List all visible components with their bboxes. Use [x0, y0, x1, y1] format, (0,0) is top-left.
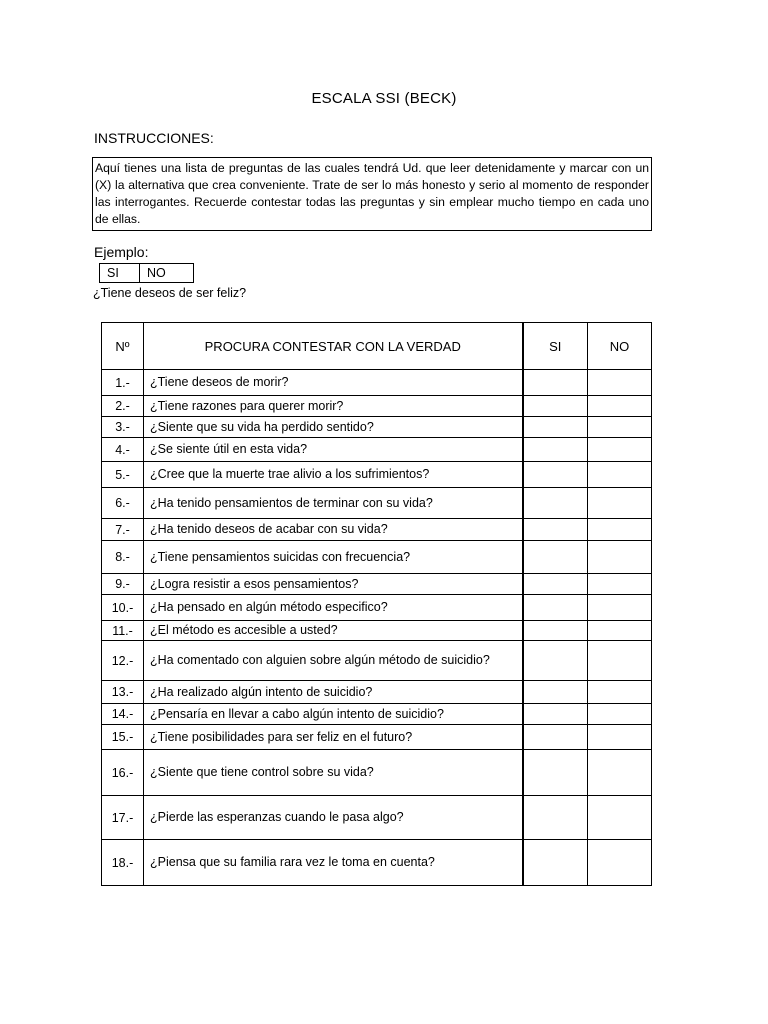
- row-number: 3.-: [102, 417, 144, 438]
- answer-no-cell[interactable]: [588, 488, 652, 519]
- table-row: [102, 541, 652, 574]
- table-row: [102, 488, 652, 519]
- header-si: SI: [523, 323, 588, 370]
- instructions-text: Aquí tienes una lista de preguntas de las cuales tendrá Ud. que leer detenidamente y marcar con un (X) la alternativa que crea conveniente. Trate de ser lo más honesto y serio al momento de responder las interrogantes. Recuerde contestar todas las preguntas y sin emplear mucho tiempo en cada uno de ellas.: [95, 161, 649, 226]
- row-question: ¿Piensa que su familia rara vez le toma en cuenta?: [144, 840, 523, 886]
- answer-si-cell[interactable]: [523, 370, 588, 396]
- row-number: 7.-: [102, 519, 144, 541]
- row-question: ¿Logra resistir a esos pensamientos?: [144, 574, 523, 595]
- answer-no-cell[interactable]: [588, 595, 652, 621]
- answer-si-cell[interactable]: [523, 725, 588, 750]
- table-row: [102, 519, 652, 541]
- table-row: [102, 370, 652, 396]
- row-number: 14.-: [102, 704, 144, 725]
- answer-si-cell[interactable]: [523, 541, 588, 574]
- questionnaire-table: [101, 322, 652, 886]
- answer-no-cell[interactable]: [588, 519, 652, 541]
- row-question: ¿Tiene posibilidades para ser feliz en el futuro?: [144, 725, 523, 750]
- answer-si-cell[interactable]: [523, 681, 588, 704]
- answer-no-cell[interactable]: [588, 574, 652, 595]
- row-number: 5.-: [102, 462, 144, 488]
- row-question: ¿Tiene deseos de morir?: [144, 370, 523, 396]
- row-number: 16.-: [102, 750, 144, 796]
- table-row: [102, 750, 652, 796]
- answer-si-cell[interactable]: [523, 396, 588, 417]
- header-number: Nº: [102, 323, 144, 370]
- table-header-row: [102, 323, 652, 370]
- row-number: 17.-: [102, 796, 144, 840]
- answer-si-cell[interactable]: [523, 574, 588, 595]
- table-row: [102, 796, 652, 840]
- table-row: [102, 840, 652, 886]
- row-question: ¿Ha comentado con alguien sobre algún método de suicidio?: [144, 641, 523, 681]
- answer-no-cell[interactable]: [588, 681, 652, 704]
- answer-si-cell[interactable]: [523, 796, 588, 840]
- row-number: 4.-: [102, 438, 144, 462]
- answer-no-cell[interactable]: [588, 750, 652, 796]
- answer-no-cell[interactable]: [588, 704, 652, 725]
- table-row: [102, 641, 652, 681]
- row-question: ¿Ha tenido deseos de acabar con su vida?: [144, 519, 523, 541]
- row-number: 1.-: [102, 370, 144, 396]
- example-answer-box: [99, 263, 194, 283]
- answer-si-cell[interactable]: [523, 641, 588, 681]
- header-question: PROCURA CONTESTAR CON LA VERDAD: [144, 323, 523, 370]
- row-number: 15.-: [102, 725, 144, 750]
- answer-no-cell[interactable]: [588, 462, 652, 488]
- instructions-box: [92, 157, 652, 231]
- example-label: Ejemplo:: [94, 244, 149, 260]
- row-question: ¿Tiene pensamientos suicidas con frecuencia?: [144, 541, 523, 574]
- row-question: ¿Ha tenido pensamientos de terminar con su vida?: [144, 488, 523, 519]
- table-row: [102, 704, 652, 725]
- answer-no-cell[interactable]: [588, 438, 652, 462]
- example-no-cell[interactable]: NO: [147, 266, 166, 280]
- row-number: 13.-: [102, 681, 144, 704]
- answer-si-cell[interactable]: [523, 750, 588, 796]
- answer-no-cell[interactable]: [588, 641, 652, 681]
- row-number: 12.-: [102, 641, 144, 681]
- row-number: 10.-: [102, 595, 144, 621]
- table-row: [102, 725, 652, 750]
- answer-si-cell[interactable]: [523, 621, 588, 641]
- answer-no-cell[interactable]: [588, 725, 652, 750]
- row-number: 11.-: [102, 621, 144, 641]
- row-question: ¿Pierde las esperanzas cuando le pasa algo?: [144, 796, 523, 840]
- row-number: 9.-: [102, 574, 144, 595]
- row-question: ¿El método es accesible a usted?: [144, 621, 523, 641]
- answer-si-cell[interactable]: [523, 462, 588, 488]
- table-row: [102, 574, 652, 595]
- row-question: ¿Siente que su vida ha perdido sentido?: [144, 417, 523, 438]
- answer-si-cell[interactable]: [523, 488, 588, 519]
- answer-no-cell[interactable]: [588, 796, 652, 840]
- row-question: ¿Pensaría en llevar a cabo algún intento de suicidio?: [144, 704, 523, 725]
- example-question: ¿Tiene deseos de ser feliz?: [93, 286, 247, 300]
- header-no: NO: [588, 323, 652, 370]
- row-question: ¿Se siente útil en esta vida?: [144, 438, 523, 462]
- row-number: 8.-: [102, 541, 144, 574]
- table-row: [102, 438, 652, 462]
- table-row: [102, 396, 652, 417]
- answer-no-cell[interactable]: [588, 417, 652, 438]
- answer-si-cell[interactable]: [523, 840, 588, 886]
- table-row: [102, 681, 652, 704]
- row-question: ¿Siente que tiene control sobre su vida?: [144, 750, 523, 796]
- answer-no-cell[interactable]: [588, 840, 652, 886]
- answer-si-cell[interactable]: [523, 519, 588, 541]
- row-question: ¿Ha realizado algún intento de suicidio?: [144, 681, 523, 704]
- instructions-heading: INSTRUCCIONES:: [94, 130, 214, 146]
- row-number: 2.-: [102, 396, 144, 417]
- answer-si-cell[interactable]: [523, 438, 588, 462]
- table-row: [102, 621, 652, 641]
- row-question: ¿Cree que la muerte trae alivio a los sufrimientos?: [144, 462, 523, 488]
- table-row: [102, 417, 652, 438]
- answer-si-cell[interactable]: [523, 704, 588, 725]
- row-number: 18.-: [102, 840, 144, 886]
- page-title: ESCALA SSI (BECK): [311, 90, 457, 107]
- answer-no-cell[interactable]: [588, 396, 652, 417]
- answer-si-cell[interactable]: [523, 595, 588, 621]
- answer-no-cell[interactable]: [588, 370, 652, 396]
- answer-si-cell[interactable]: [523, 417, 588, 438]
- example-si-cell[interactable]: SI: [100, 264, 140, 282]
- table-row: [102, 595, 652, 621]
- row-question: ¿Ha pensado en algún método especifico?: [144, 595, 523, 621]
- answer-no-cell[interactable]: [588, 621, 652, 641]
- row-number: 6.-: [102, 488, 144, 519]
- answer-no-cell[interactable]: [588, 541, 652, 574]
- table-row: [102, 462, 652, 488]
- row-question: ¿Tiene razones para querer morir?: [144, 396, 523, 417]
